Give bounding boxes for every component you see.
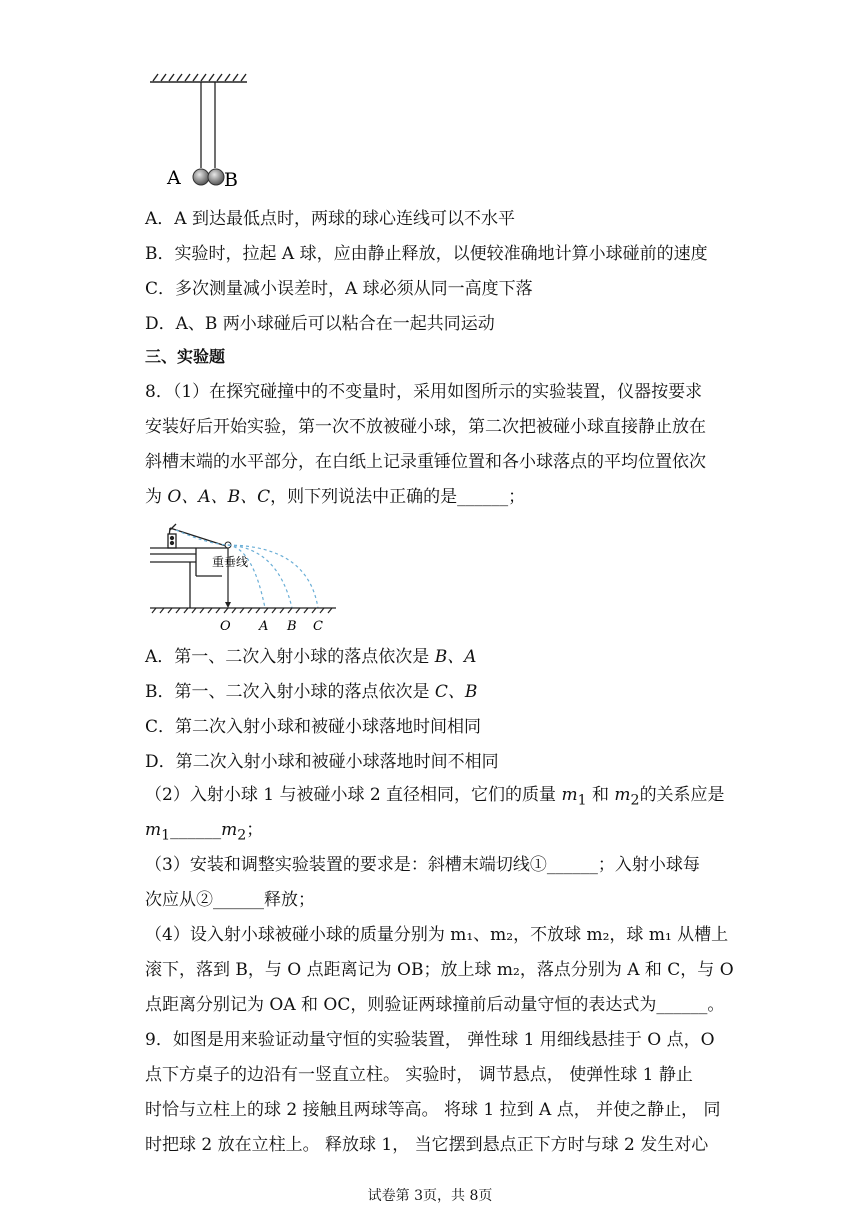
q8-line1: 8．（1）在探究碰撞中的不变量时，采用如图所示的实验装置，仪器按要求	[145, 382, 703, 402]
q8-part4-line2: 滚下，落到 B，与 O 点距离记为 OB；放上球 m₂，落点分别为 A 和 C，与 O	[145, 960, 734, 980]
section-title: 三、实验题	[145, 347, 226, 366]
ball-b	[208, 169, 224, 185]
label-b: B	[224, 169, 238, 191]
q8-line4: 为 O、A、B、C，则下列说法中正确的是______；	[145, 487, 526, 507]
q8-part4-line3: 点距离分别记为 OA 和 OC，则验证两球撞前后动量守恒的表达式为______。	[145, 995, 725, 1015]
pendulum-figure	[145, 68, 255, 193]
q8-option-b: B．第一、二次入射小球的落点依次是 C、B	[145, 682, 478, 702]
q8-option-d: D．第二次入射小球和被碰小球落地时间不相同	[145, 752, 499, 772]
point-a: A	[259, 619, 269, 634]
q8-part2-line1: （2）入射小球 1 与被碰小球 2 直径相同，它们的质量 $m_1$ 和 $m_2$的关系应是	[145, 785, 725, 809]
q7-option-a: A．A 到达最低点时，两球的球心连线可以不水平	[145, 209, 515, 229]
q8-part3-line1: （3）安装和调整实验装置的要求是：斜槽末端切线①______；入射小球每	[145, 855, 700, 875]
ball-a	[193, 169, 209, 185]
page-footer: 试卷第 3页，共 8页	[367, 1188, 493, 1204]
q8-part3-line2: 次应从②______释放；	[145, 890, 315, 910]
q7-option-c: C．多次测量减小误差时，A 球必须从同一高度下落	[145, 279, 533, 299]
q7-option-d: D．A、B 两小球碰后可以粘合在一起共同运动	[145, 314, 495, 334]
point-c: C	[313, 619, 323, 634]
ramp-apparatus-figure	[148, 516, 338, 634]
q9-line2: 点下方桌子的边沿有一竖直立柱。 实验时， 调节悬点， 使弹性球 1 静止	[145, 1065, 693, 1085]
q8-option-c: C．第二次入射小球和被碰小球落地时间相同	[145, 717, 482, 737]
q7-option-b: B．实验时，拉起 A 球，应由静止释放，以便较准确地计算小球碰前的速度	[145, 244, 708, 264]
q8-line2: 安装好后开始实验，第一次不放被碰小球，第二次把被碰小球直接静止放在	[145, 417, 706, 437]
ceiling-hatch	[150, 74, 247, 82]
q9-line3: 时恰与立柱上的球 2 接触且两球等高。 将球 1 拉到 A 点， 并使之静止， 同	[145, 1100, 721, 1120]
q8-option-a: A．第一、二次入射小球的落点依次是 B、A	[145, 647, 477, 667]
plumb-label: 重垂线	[212, 555, 249, 569]
q8-part4-line1: （4）设入射小球被碰小球的质量分别为 m₁、m₂，不放球 m₂，球 m₁ 从槽上	[145, 925, 729, 945]
q9-line1: 9．如图是用来验证动量守恒的实验装置， 弹性球 1 用细线悬挂于 O 点，O	[145, 1030, 715, 1050]
floor	[150, 608, 336, 613]
trajectories	[176, 530, 318, 608]
q9-line4: 时把球 2 放在立柱上。 释放球 1， 当它摆到悬点正下方时与球 2 发生对心	[145, 1135, 709, 1155]
point-b: B	[287, 619, 297, 634]
q8-line3: 斜槽末端的水平部分，在白纸上记录重锤位置和各小球落点的平均位置依次	[145, 452, 706, 472]
point-o: O	[220, 619, 231, 634]
label-a: A	[167, 167, 181, 189]
q8-part2-line2: $m_1\_\_\_\_\_\_m_2$；	[145, 820, 264, 844]
